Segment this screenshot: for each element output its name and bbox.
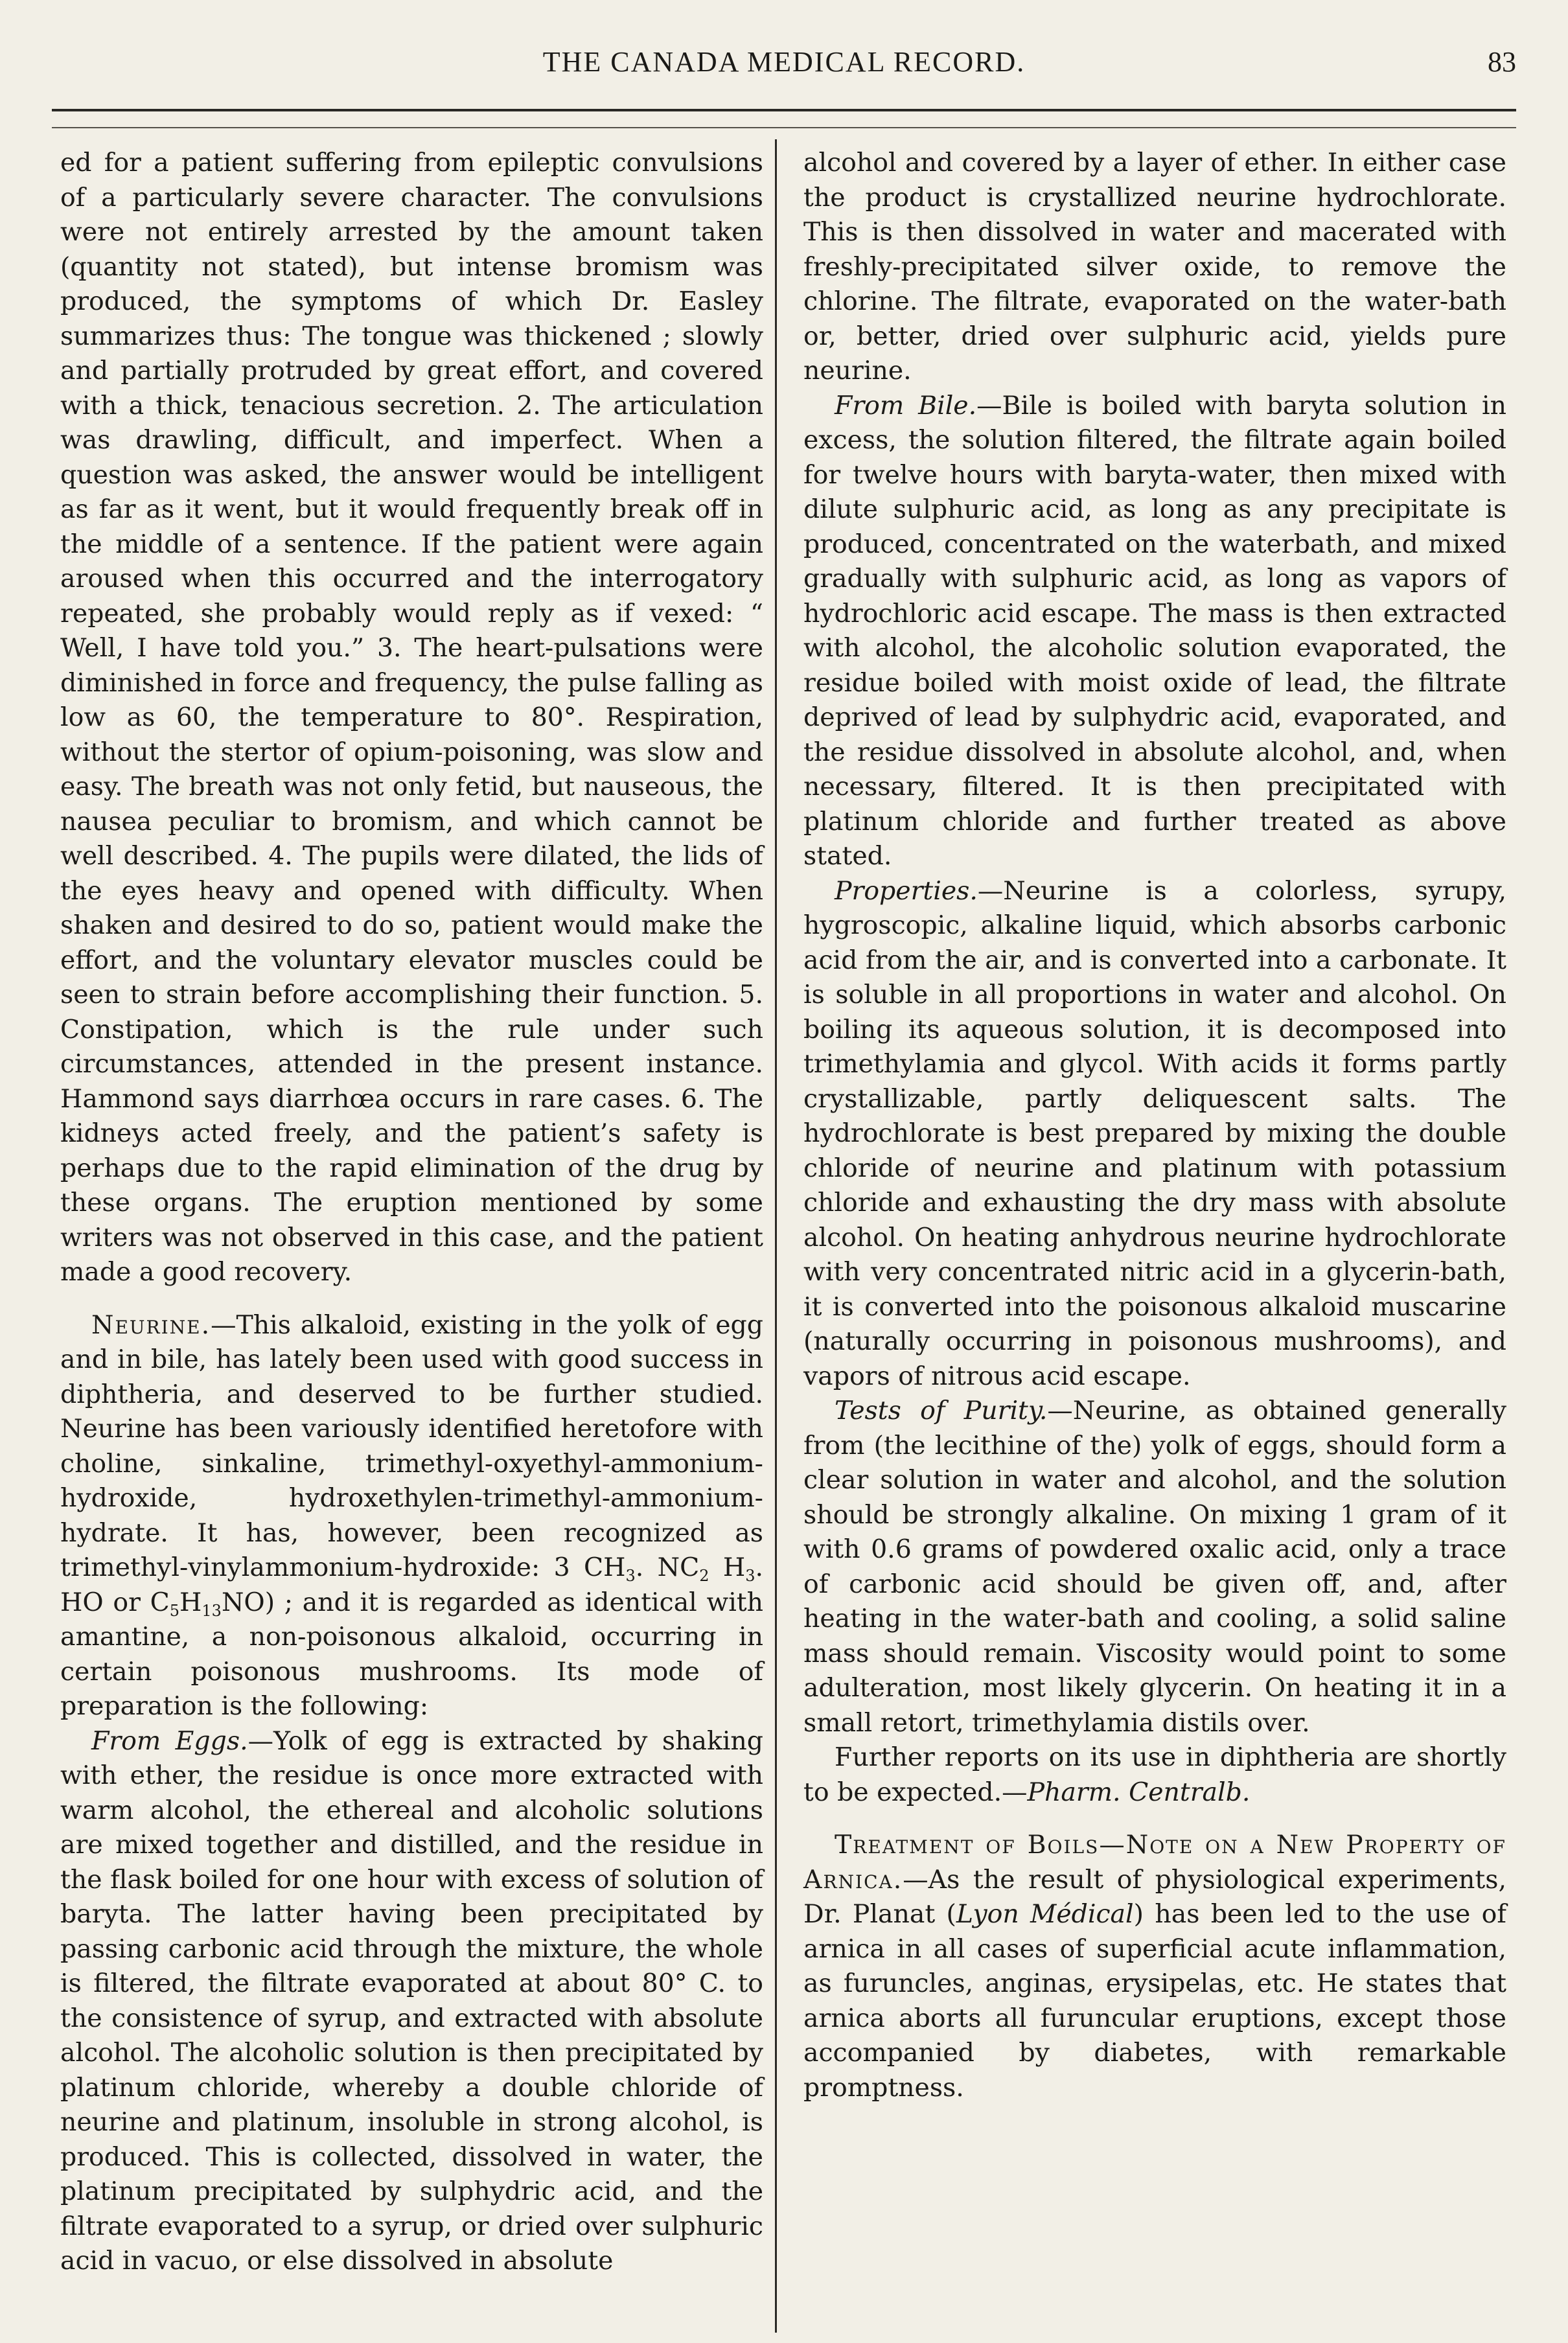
running-head xyxy=(52,45,1516,84)
column-divider xyxy=(775,139,777,2333)
formula-part: H xyxy=(709,1552,746,1582)
tests-text: —Neurine, as obtained generally from (the lecithine of the) yolk of eggs, should form a clear solution in water and alcohol, and the solution should be strongly alkaline. On mixing 1 gram of it with 0.6 grams of powdered oxalic acid, only a trace of carbonic acid should be given off, and, after heating in the water-bath and cooling, a solid saline mass should remain. Viscosity would point to some adulteration, most likely glycerin. On heating it in a small retort, trimethylamia distils over. xyxy=(803,1396,1506,1738)
neurine-text-b: NO) ; and it is regarded as identical with amantine, a non-poisonous alkaloid, occurring in certain poisonous mushrooms. Its mode of preparation is the following: xyxy=(60,1587,763,1721)
formula-part: . HO or C xyxy=(60,1552,763,1617)
from-bile-paragraph xyxy=(803,389,1506,874)
source-citation: Pharm. Centralb. xyxy=(1027,1777,1251,1807)
lyon-medical-citation: Lyon Médical xyxy=(956,1899,1134,1929)
further-reports-paragraph xyxy=(803,1740,1506,1810)
header-rule xyxy=(52,109,1516,111)
neurine-heading: Neurine. xyxy=(91,1310,211,1340)
tests-paragraph xyxy=(803,1394,1506,1740)
formula-sub: 5 xyxy=(169,1601,180,1620)
neurine-text-a: —This alkaloid, existing in the yolk of egg and in bile, has lately been used with good success in diphtheria, and deserved to be further studied. Neurine has been variously identified heretofore with choline, sinkaline, trimethyl-oxyethyl-ammonium-hydroxide, hydroxethylen-trimethyl-ammonium-hydrate. It has, however, been recognized as trimethyl-vinylammonium-hydroxide: 3 CH xyxy=(60,1310,763,1582)
boils-text-b: ) has been led to the use of arnica in all cases of superficial acute inflammation, as furuncles, anginas, erysipelas, etc. He states that arnica aborts all furuncular eruptions, except those accompanied by diabetes, with remarkable promptness. xyxy=(803,1899,1506,2103)
from-eggs-text: —Yolk of egg is extracted by shaking with ether, the residue is once more extracted with warm alcohol, the ethereal and alcoholic solutions are mixed together and distilled, and the residue in the flask boiled for one hour with excess of solution of baryta. The latter having been precipitated by passing carbonic acid through the mixture, the whole is filtered, the filtrate evaporated at about 80° C. to the consistence of syrup, and extracted with absolute alcohol. The alcoholic solution is then precipitated by platinum chloride, whereby a double chloride of neurine and platinum, insoluble in strong alcohol, is produced. This is collected, dissolved in water, the platinum precipitated by sulphydric acid, and the filtrate evaporated to a syrup, or dried over sulphuric acid in vacuo, or else dissolved in absolute xyxy=(60,1726,763,2276)
formula-sub: 13 xyxy=(202,1601,222,1620)
journal-title: THE CANADA MEDICAL RECORD. xyxy=(542,46,1026,78)
bromism-paragraph: ed for a patient suffering from epileptic convulsions of a particularly severe character. The convulsions were not entirely arrested by the amount taken (quantity not stated), but intense bromism was produced, the symptoms of which Dr. Easley summarizes thus: The tongue was thickened ; slowly and partially protruded by great effort, and covered with a thick, tenacious secretion. 2. The articulation was drawling, difficult, and imperfect. When a question was asked, the answer would be intelligent as far as it went, but it would frequently break off in the middle of a sentence. If the patient were again aroused when this occurred and the interrogatory repeated, she probably would reply as if vexed: “ Well, I have told you.” 3. The heart-pulsations were diminished in force and frequency, the pulse falling as low as 60, the temperature to 80°. Respiration, without the stertor of opium-poisoning, was slow and easy. The breath was not only fetid, but nauseous, the nausea peculiar to bromism, and which cannot be well described. 4. The pupils were dilated, the lids of the eyes heavy and opened with difficulty. When shaken and desired to do so, patient would make the effort, and the voluntary elevator muscles could be seen to strain before accomplishing their function. 5. Constipation, which is the rule under such circumstances, attended in the present instance. Hammond says diarrhœa occurs in rare cases. 6. The kidneys acted freely, and the patient’s safety is perhaps due to the rapid elimination of the drug by these organs. The eruption mentioned by some writers was not observed in this case, and the patient made a good recovery. xyxy=(60,148,763,1287)
formula-part: . NC xyxy=(635,1552,700,1582)
left-column xyxy=(60,146,763,2279)
formula-sub: 2 xyxy=(699,1567,709,1585)
from-bile-text: —Bile is boiled with baryta solution in excess, the solution filtered, the filtrate again boiled for twelve hours with baryta-water, then mixed with dilute sulphuric acid, as long as any precipitate is produced, concentrated on the waterbath, and mixed gradually with sulphuric acid, as long as vapors of hydrochloric acid escape. The mass is then extracted with alcohol, the alcoholic solution evaporated, the residue boiled with moist oxide of lead, the filtrate deprived of lead by sulphydric acid, evaporated, and the residue dissolved in absolute alcohol, and, when necessary, filtered. It is then precipitated with platinum chloride and further treated as above stated. xyxy=(803,390,1506,871)
from-eggs-paragraph xyxy=(60,1724,763,2279)
properties-paragraph xyxy=(803,874,1506,1394)
right-column xyxy=(803,146,1506,2105)
further-text: Further reports on its use in diphtheria are shortly to be expected.— xyxy=(803,1742,1506,1807)
formula-sub: 3 xyxy=(625,1567,636,1585)
formula-sub: 3 xyxy=(745,1567,755,1585)
tests-heading: Tests of Purity. xyxy=(835,1396,1048,1425)
boils-paragraph xyxy=(803,1828,1506,2105)
boils-heading: Treatment of Boils—Note on a New Property of Arnica. xyxy=(803,1830,1506,1895)
properties-heading: Properties. xyxy=(835,875,978,906)
formula-part: H xyxy=(179,1587,202,1617)
from-eggs-heading: From Eggs. xyxy=(91,1726,248,1756)
continuation-paragraph: alcohol and covered by a layer of ether. In either case the product is crystallized neurine hydrochlorate. This is then dissolved in water and macerated with freshly-precipitated silver oxide, to remove the chlorine. The filtrate, evaporated on the water-bath or, better, dried over sulphuric acid, yields pure neurine. xyxy=(803,148,1506,386)
page-number: 83 xyxy=(1488,46,1516,78)
header-rule-thin xyxy=(52,127,1516,128)
properties-text: —Neurine is a colorless, syrupy, hygroscopic, alkaline liquid, which absorbs carbonic acid from the air, and is converted into a carbonate. It is soluble in all proportions in water and alcohol. On boiling its aqueous solution, it is decomposed into trimethylamia and glycol. With acids it forms partly crystallizable, partly deliquescent salts. The hydrochlorate is best prepared by mixing the double chloride of neurine and platinum with potassium chloride and exhausting the dry mass with absolute alcohol. On heating anhydrous neurine hydrochlorate with very concentrated nitric acid in a glycerin-bath, it is converted into the poisonous alkaloid muscarine (naturally occurring in poisonous mushrooms), and vapors of nitrous acid escape. xyxy=(803,875,1506,1391)
from-bile-heading: From Bile. xyxy=(835,390,977,421)
boils-text-a: —As the result of physiological experiments, Dr. Planat ( xyxy=(803,1864,1506,1929)
neurine-paragraph xyxy=(60,1308,763,1724)
